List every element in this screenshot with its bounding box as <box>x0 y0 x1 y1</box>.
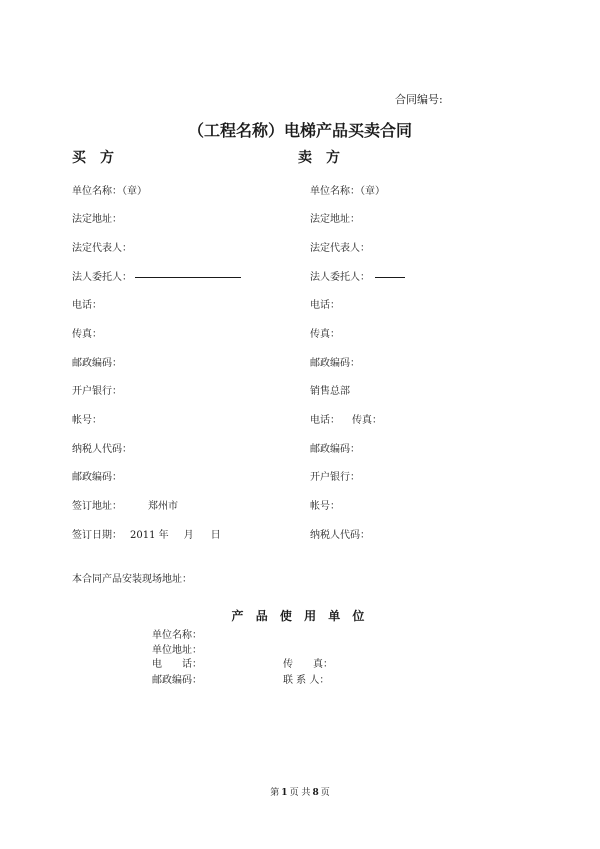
seller-zip-2: 邮政编码： <box>310 443 360 455</box>
user-unit-address: 单位地址： <box>152 645 202 656</box>
buyer-fax: 传真： <box>72 328 102 340</box>
seller-sales-hq: 销售总部 <box>310 386 350 398</box>
user-unit-fax: 传 真： <box>283 659 333 670</box>
buyer-sign-date-row <box>72 522 241 551</box>
seller-fields <box>310 178 405 551</box>
sign-date-year: 2011 年 <box>130 529 169 541</box>
user-unit-zip: 邮政编码： <box>152 675 202 686</box>
buyer-sign-address-row <box>72 493 241 522</box>
buyer-legal-address: 法定地址： <box>72 214 122 226</box>
seller-hq-contact-row <box>310 407 405 436</box>
seller-bank: 开户银行： <box>310 472 360 484</box>
buyer-legal-rep: 法定代表人： <box>72 243 132 254</box>
buyer-agent-label: 法人委托人： <box>72 271 132 283</box>
user-unit-heading: 产 品 使 用 单 位 <box>231 609 369 623</box>
page-footer <box>0 787 600 799</box>
contract-number-label: 合同编号: <box>395 93 443 106</box>
install-address-label: 本合同产品安装现场地址： <box>72 574 192 585</box>
buyer-account: 帐号： <box>72 414 102 426</box>
sign-date-month: 月 <box>183 529 194 541</box>
seller-hq-phone: 电话： <box>310 414 340 426</box>
sign-address-label: 签订地址： <box>72 500 122 512</box>
footer-page-number: 1 <box>281 788 288 798</box>
buyer-bank: 开户银行： <box>72 386 122 398</box>
footer-middle: 页 共 <box>289 788 311 798</box>
buyer-heading: 买 方 <box>72 150 114 166</box>
buyer-zip-2: 邮政编码： <box>72 472 122 484</box>
seller-agent-blank-line <box>375 277 405 278</box>
buyer-tax-code: 纳税人代码： <box>72 443 132 455</box>
seller-unit-name: 单位名称：（章） <box>310 185 385 197</box>
buyer-agent-blank-line <box>135 277 241 278</box>
footer-suffix: 页 <box>320 788 330 798</box>
seller-fax: 传真： <box>310 328 340 340</box>
user-unit-phone: 电 话： <box>152 659 202 670</box>
buyer-fields <box>72 178 241 551</box>
seller-phone: 电话： <box>310 300 340 312</box>
footer-total-pages: 8 <box>312 788 319 798</box>
sign-date-label: 签订日期： <box>72 529 122 541</box>
sign-date-day: 日 <box>210 529 221 541</box>
seller-agent-row <box>310 264 405 293</box>
buyer-unit-name: 单位名称：（章） <box>72 185 147 197</box>
seller-tax-code: 纳税人代码： <box>310 529 370 541</box>
seller-account: 帐号： <box>310 500 340 512</box>
seller-legal-address: 法定地址： <box>310 214 360 226</box>
seller-zip: 邮政编码： <box>310 357 360 369</box>
footer-prefix: 第 <box>270 788 280 798</box>
seller-agent-label: 法人委托人： <box>310 271 370 283</box>
contract-title: （工程名称）电梯产品买卖合同 <box>187 121 412 140</box>
user-unit-contact: 联 系 人： <box>283 675 330 686</box>
sign-address-value: 郑州市 <box>148 500 178 512</box>
user-unit-name: 单位名称： <box>152 630 202 641</box>
seller-heading: 卖 方 <box>298 150 340 166</box>
seller-legal-rep: 法定代表人： <box>310 243 370 254</box>
seller-hq-fax: 传真： <box>352 414 382 426</box>
buyer-zip: 邮政编码： <box>72 357 122 369</box>
buyer-phone: 电话： <box>72 300 102 312</box>
buyer-agent-row <box>72 264 241 293</box>
